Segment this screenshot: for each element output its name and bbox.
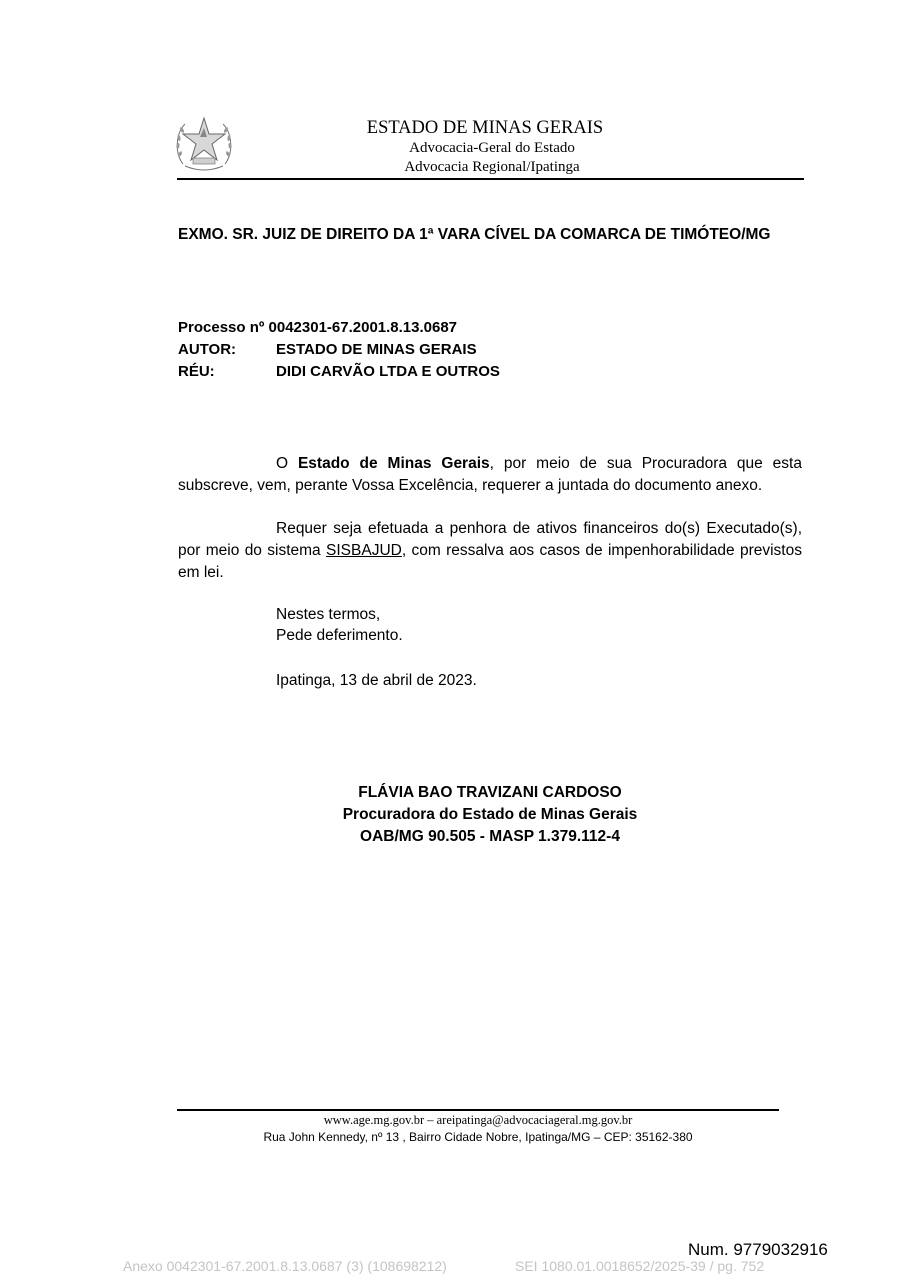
process-number: Processo nº 0042301-67.2001.8.13.0687 bbox=[178, 319, 458, 336]
paragraph-request-joinder bbox=[178, 453, 802, 497]
footer-divider bbox=[177, 1109, 779, 1111]
signatory-name: FLÁVIA BAO TRAVIZANI CARDOSO bbox=[358, 784, 622, 801]
author-value: ESTADO DE MINAS GERAIS bbox=[276, 341, 477, 358]
closing-request: Pede deferimento. bbox=[276, 627, 403, 644]
paragraph-request-seizure bbox=[178, 518, 802, 584]
annex-stamp: Anexo 0042301-67.2001.8.13.0687 (3) (108698212) bbox=[123, 1258, 447, 1274]
defendant-value: DIDI CARVÃO LTDA E OUTROS bbox=[276, 363, 500, 380]
sei-stamp: SEI 1080.01.0018652/2025-39 / pg. 752 bbox=[515, 1258, 765, 1274]
closing-terms: Nestes termos, bbox=[276, 606, 381, 623]
footer-contact: www.age.mg.gov.br – areipatinga@advocaciageral.mg.gov.br bbox=[323, 1113, 633, 1127]
signatory-registration: OAB/MG 90.505 - MASP 1.379.112-4 bbox=[360, 828, 620, 845]
header-title: ESTADO DE MINAS GERAIS bbox=[366, 118, 604, 138]
p1-state-name: Estado de Minas Gerais bbox=[297, 455, 490, 472]
footer-address: Rua John Kennedy, nº 13 , Bairro Cidade Nobre, Ipatinga/MG – CEP: 35162-380 bbox=[263, 1130, 693, 1144]
place-date: Ipatinga, 13 de abril de 2023. bbox=[276, 672, 477, 689]
document-number: Num. 9779032916 bbox=[688, 1240, 828, 1259]
header-subtitle-regional: Advocacia Regional/Ipatinga bbox=[404, 159, 580, 175]
author-label: AUTOR: bbox=[178, 341, 237, 358]
signatory-role: Procuradora do Estado de Minas Gerais bbox=[342, 806, 638, 823]
coat-of-arms-icon bbox=[173, 114, 235, 174]
p1-post: , por meio de sua Procuradora que esta subscreve, vem, perante Vossa Excelência, requerer a juntada do documento anexo. bbox=[178, 455, 802, 494]
p2-pre: Requer seja efetuada a penhora de ativos financeiros do(s) Executado(s), por meio do sistema bbox=[178, 520, 802, 559]
defendant-label: RÉU: bbox=[178, 363, 215, 380]
header-divider bbox=[177, 178, 804, 180]
header-subtitle-agency: Advocacia-Geral do Estado bbox=[409, 140, 575, 156]
sisbajud-link[interactable]: SISBAJUD bbox=[326, 542, 402, 559]
p2-post: , com ressalva aos casos de impenhorabilidade previstos em lei. bbox=[178, 542, 802, 581]
p1-pre: O bbox=[276, 455, 298, 472]
addressee-line: EXMO. SR. JUIZ DE DIREITO DA 1ª VARA CÍVEL DA COMARCA DE TIMÓTEO/MG bbox=[178, 226, 771, 243]
